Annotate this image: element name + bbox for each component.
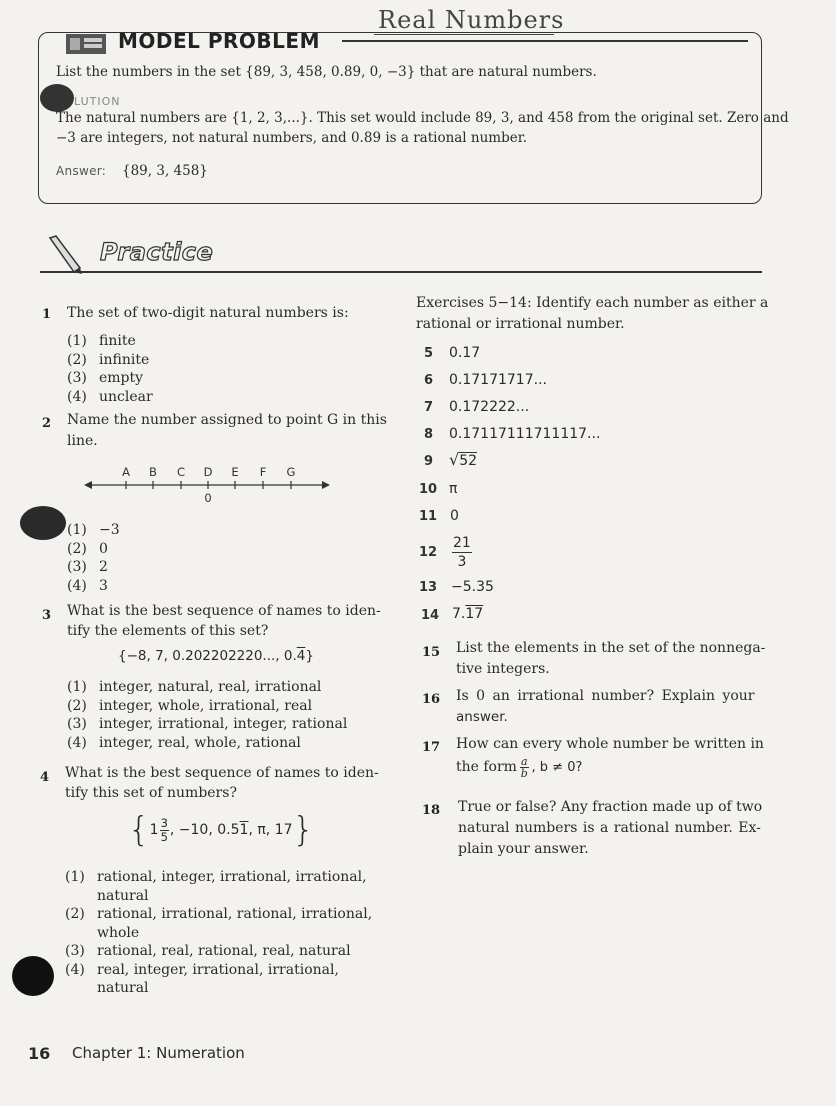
header-rule: [342, 40, 748, 42]
zero-label: 0: [204, 491, 212, 505]
q4-option-1: (1) rational, integer, irrational, irrational,: [65, 869, 367, 885]
q18-number: 18: [422, 803, 441, 818]
q1-text: The set of two-digit natural numbers is:: [67, 305, 349, 321]
q4-line-2: tify this set of numbers?: [65, 785, 237, 801]
exercise-value-14: 7.17: [452, 606, 484, 622]
page-number: 16: [28, 1044, 51, 1063]
exercise-number-11: 11: [419, 509, 438, 524]
solution-line-1: The natural numbers are {1, 2, 3,...}. This set would include 89, 3, and 458 from the original set. Zero and: [56, 110, 789, 126]
point-label-g: G: [286, 465, 296, 479]
q16-line-1: Is 0 an irrational number? Explain your: [456, 688, 755, 704]
exercise-value-10: π: [449, 481, 458, 497]
solution-label: LUTION: [74, 95, 121, 108]
q2-options: [67, 521, 120, 595]
q3-option-4: (4) integer, real, whole, rational: [67, 734, 301, 751]
punch-hole-mark: [40, 84, 74, 112]
punch-hole-mark: [20, 506, 66, 540]
q2-line-2: line.: [67, 433, 98, 449]
exercise-number-12: 12: [419, 545, 438, 560]
q2-line-1: Name the number assigned to point G in this: [67, 412, 387, 428]
exercise-value-8: 0.17117111711117...: [449, 426, 601, 442]
q1-option-3: (3) empty: [67, 370, 144, 386]
arrow-right-icon: [322, 481, 330, 489]
q2-option-1: (1) −3: [67, 522, 120, 538]
q3-number: 3: [42, 608, 52, 623]
q4-option-4: (4) real, integer, irrational, irrational,: [65, 961, 339, 978]
q18-line-1: True or false? Any fraction made up of two: [458, 799, 763, 815]
q4-option-2-cont: whole: [97, 924, 140, 941]
punch-hole-mark: [12, 956, 54, 996]
model-problem-text: List the numbers in the set {89, 3, 458, 0.89, 0, −3} that are natural numbers.: [56, 64, 597, 80]
exercise-value-7: 0.172222...: [449, 399, 530, 415]
q2-option-2: (2) 0: [67, 540, 108, 557]
q16-number: 16: [422, 692, 441, 707]
exercise-number-8: 8: [424, 427, 434, 442]
q3-set: {−8, 7, 0.202202220..., 0.4}: [118, 648, 314, 664]
q16-line-2: answer.: [456, 709, 508, 725]
exercise-number-6: 6: [424, 373, 434, 388]
number-line: [84, 460, 334, 506]
exercise-value-12: 21 3: [453, 535, 471, 570]
q2-option-4: (4) 3: [67, 577, 108, 594]
q4-option-1-cont: natural: [97, 887, 149, 904]
q4-option-2: (2) rational, irrational, rational, irrational,: [65, 906, 373, 922]
q18-line-3: plain your answer.: [458, 841, 589, 857]
q3-option-3: (3) integer, irrational, integer, rational: [67, 716, 348, 732]
point-label-c: C: [176, 465, 186, 479]
q3-option-1: (1) integer, natural, real, irrational: [67, 679, 322, 695]
q3-option-2: (2) integer, whole, irrational, real: [67, 697, 313, 714]
practice-title: Practice: [100, 238, 214, 266]
q1-option-2: (2) infinite: [67, 351, 150, 368]
q3-options: [67, 678, 347, 752]
q4-option-3: (3) rational, real, rational, real, natural: [65, 943, 351, 959]
q2-number: 2: [42, 416, 52, 431]
model-problem-title: MODEL PROBLEM: [118, 29, 320, 53]
q4-options: [65, 868, 372, 998]
q4-set: { 1 3 5 , −10, 0.5 1 , π, 17 }: [128, 810, 315, 850]
q15-line-1: List the elements in the set of the nonnega-: [456, 640, 766, 656]
point-label-b: B: [149, 465, 157, 479]
q17-line-2: the form a b , b ≠ 0?: [456, 755, 583, 780]
exercise-number-13: 13: [419, 580, 438, 595]
q1-option-1: (1) finite: [67, 333, 136, 349]
q17-number: 17: [422, 740, 441, 755]
q15-line-2: tive integers.: [456, 661, 550, 677]
exercise-value-9: √52: [449, 450, 478, 469]
exercise-number-9: 9: [424, 454, 434, 469]
q3-line-1: What is the best sequence of names to iden-: [67, 603, 381, 619]
arrow-left-icon: [84, 481, 92, 489]
q1-option-4: (4) unclear: [67, 388, 153, 405]
q1-number: 1: [42, 307, 52, 322]
q4-line-1: What is the best sequence of names to iden-: [65, 765, 379, 781]
exercises-intro-2: rational or irrational number.: [416, 316, 625, 332]
practice-rule: [40, 271, 762, 273]
chapter-title: Chapter 1: Numeration: [72, 1044, 245, 1062]
q2-option-3: (3) 2: [67, 559, 108, 575]
exercise-value-13: −5.35: [451, 579, 494, 595]
q18-line-2: natural numbers is a rational number. Ex-: [458, 820, 761, 836]
exercises-intro-1: Exercises 5−14: Identify each number as either a: [416, 295, 769, 311]
solution-line-2: −3 are integers, not natural numbers, and 0.89 is a rational number.: [56, 130, 528, 146]
q4-option-4-cont: natural: [97, 980, 149, 996]
handwritten-title: Real Numbers: [378, 6, 565, 34]
pencil-icon: [44, 234, 84, 274]
q3-line-2: tify the elements of this set?: [67, 623, 269, 639]
exercise-number-5: 5: [424, 346, 434, 361]
point-label-f: F: [259, 465, 267, 479]
model-problem-icon: [64, 30, 108, 56]
q1-options: [67, 332, 153, 406]
point-label-a: A: [122, 465, 130, 479]
q4-number: 4: [40, 770, 50, 785]
exercise-number-7: 7: [424, 400, 434, 415]
exercise-value-6: 0.17171717...: [449, 372, 547, 388]
answer-value: {89, 3, 458}: [122, 163, 208, 179]
point-label-d: D: [203, 465, 213, 479]
point-label-e: E: [231, 465, 239, 479]
exercise-value-11: 0: [450, 508, 459, 524]
exercise-number-14: 14: [421, 608, 440, 623]
q17-line-1: How can every whole number be written in: [456, 736, 764, 752]
sqrt-icon: √: [449, 450, 460, 469]
answer-label: Answer:: [56, 164, 107, 178]
exercise-number-10: 10: [419, 482, 438, 497]
exercise-value-5: 0.17: [449, 345, 481, 361]
q15-number: 15: [422, 645, 441, 660]
